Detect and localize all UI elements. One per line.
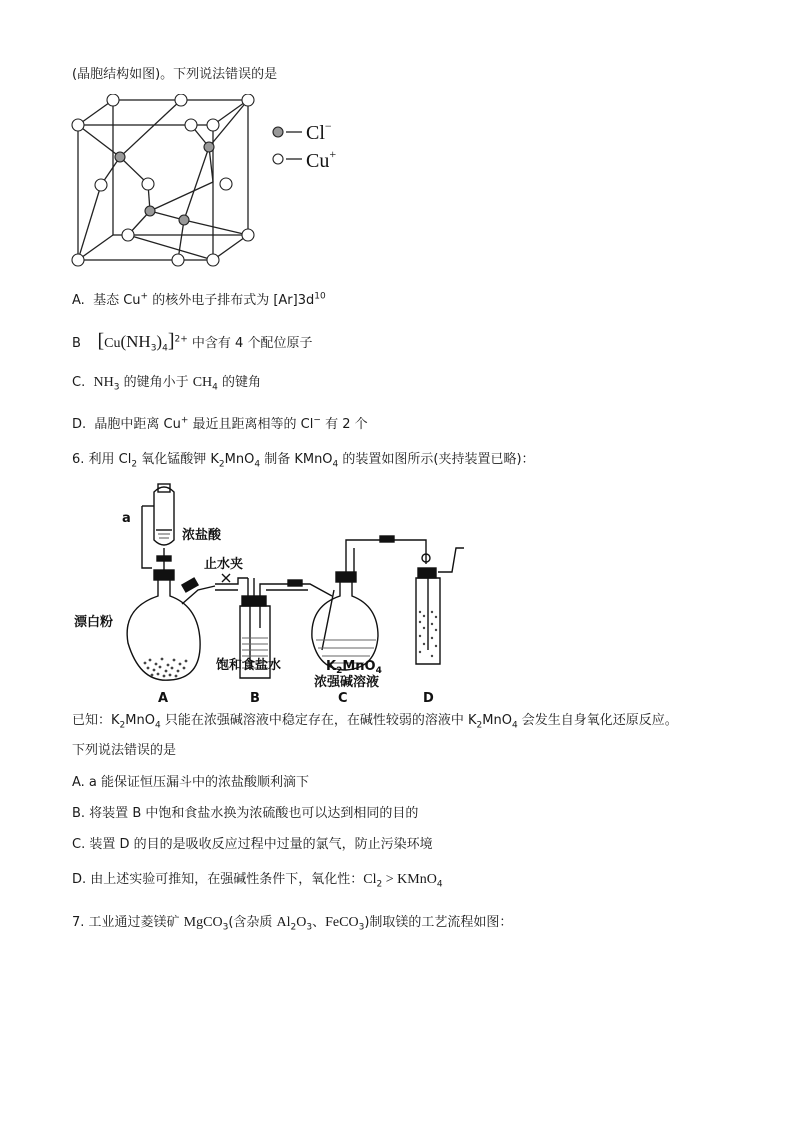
label-alkali: 浓强碱溶液	[314, 675, 380, 690]
q5-option-c: C. $NH_3$ 的键角小于 $CH_4$ 的键角	[72, 375, 262, 393]
q6-option-a: A. a 能保证恒压漏斗中的浓盐酸顺利滴下	[72, 775, 310, 790]
q7-title: 7. 工业通过菱镁矿 MgCO$_3$(含杂质 $Al_2O_3$、FeCO$_3$)制取镁的工艺流程如图：	[72, 915, 513, 933]
crystal-cell-diagram	[66, 94, 356, 274]
label-a: a	[122, 511, 131, 526]
q5-option-d: D. 晶胞中距离 Cu+ 最近且距离相等的 Cl− 有 2 个	[72, 415, 368, 432]
q5-option-b: B $[Cu(NH_3)_4]^{2+}$ 中含有 4 个配位原子	[72, 330, 313, 354]
label-brine: 饱和食盐水	[216, 658, 282, 673]
q6-option-d: D. 由上述实验可推知，在强碱性条件下，氧化性：$Cl_2$ > KMnO$_4$	[72, 872, 443, 890]
letter-b: B	[250, 691, 260, 706]
legend	[273, 119, 336, 172]
label-k2mno4: $K_2MnO_4$	[326, 659, 382, 676]
q5-intro: (晶胞结构如图)。下列说法错误的是	[72, 67, 278, 82]
apparatus-diagram	[70, 478, 480, 708]
label-hcl: 浓盐酸	[182, 528, 222, 543]
q6-known: 已知：$K_2MnO_4$ 只能在浓强碱溶液中稳定存在，在碱性较弱的溶液中 $K_2MnO_4$ 会发生自身氧化还原反应。	[72, 713, 678, 731]
legend-cl: Cl−	[306, 119, 332, 144]
letter-d: D	[423, 691, 434, 706]
q6-option-c: C. 装置 D 的目的是吸收反应过程中过量的氯气，防止污染环境	[72, 837, 433, 852]
q6-stem: 下列说法错误的是	[72, 743, 177, 758]
legend-cu: Cu+	[306, 147, 337, 172]
q6-title: 6. 利用 $Cl_2$ 氧化锰酸钾 $K_2MnO_4$ 制备 KMnO$_4$ 的装置如图所示(夹持装置已略)：	[72, 452, 535, 470]
q5-option-a: A. 基态 Cu+ 的核外电子排布式为 $[Ar]3d^{10}$	[72, 291, 326, 308]
label-clamp: 止水夹	[204, 557, 244, 572]
letter-c: C	[338, 691, 348, 706]
label-bleach: 漂白粉	[74, 615, 114, 630]
q6-option-b: B. 将装置 B 中饱和食盐水换为浓硫酸也可以达到相同的目的	[72, 806, 419, 821]
letter-a: A	[158, 691, 169, 706]
